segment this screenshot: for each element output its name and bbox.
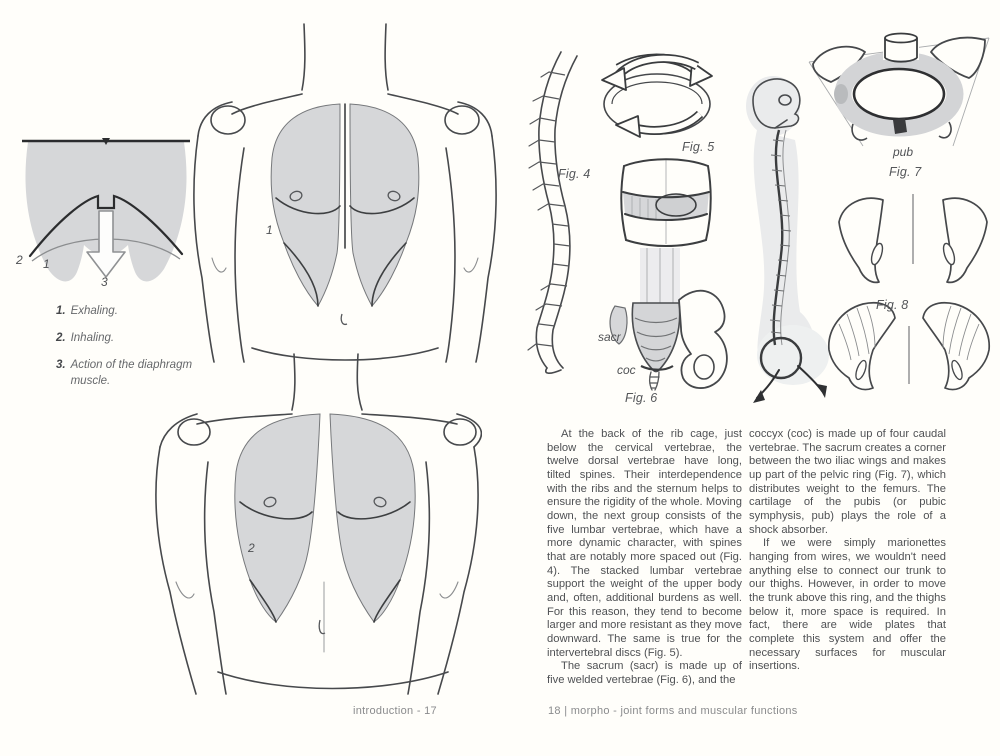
anatomy-label-sacr: sacr: [598, 330, 621, 344]
pelvic-ring-illustration: [803, 32, 995, 154]
fig-label-8: Fig. 8: [876, 298, 909, 312]
caption-number: 3.: [56, 359, 66, 372]
caption-text: Inhaling.: [70, 332, 115, 345]
diagram-number-2: 2: [16, 253, 23, 267]
caption-number: 1.: [56, 305, 66, 317]
article-column-1: [547, 428, 742, 687]
paragraph: At the back of the rib cage, just below the cervical vertebrae, the twelve dorsal vertebrae have long, tilted spines. Their interdependence with the ribs and the sternum helps to ensure the rigidity of the whole. Moving down, the next group consists of the five lumbar vertebrae, which have a more dynamic character, with spines that are notably more spaced out (Fig. 4). The stacked lumbar vertebrae support the weight of the upper body and, often, additional burdens as well. For this reason, they tend to become larger and more resistant as they move downward. The same is true for the intervertebral discs (Fig. 5).: [547, 428, 742, 659]
torso-exhale-number: 1: [266, 223, 273, 237]
paragraph: If we were simply marionettes hanging from wires, we wouldn't need anything else to connect our trunk to our thighs. However, in order to move the trunk above this ring, and the thighs below it, more space is required. In fact, there are wide plates that complete this system and offer the necessary surfaces for muscular insertions.: [749, 537, 946, 673]
diagram-number-1: 1: [43, 257, 50, 271]
torso-inhale-number: 2: [248, 541, 255, 555]
diagram-number-3: 3: [101, 275, 108, 289]
fig-label-4: Fig. 4: [558, 167, 591, 181]
fig-label-7: Fig. 7: [889, 165, 922, 179]
fig-label-6: Fig. 6: [625, 391, 658, 405]
footer-left: introduction - 17: [353, 705, 437, 717]
diaphragm-diagram: [14, 104, 198, 290]
iliac-muscles-illustration: [823, 296, 995, 402]
caption-number: 2.: [56, 332, 66, 345]
paragraph: coccyx (coc) is made up of four caudal vertebrae. The sacrum creates a corner between the two iliac wings and makes up part of the pelvic ring (Fig. 7), which distributes weight to the femurs. The cartilage of the pubis (or pubic symphysis, pub) plays the role of a shock absorber.: [749, 428, 946, 536]
torso-inhale-illustration: [152, 352, 482, 696]
torso-exhale-illustration: [192, 18, 498, 366]
anatomy-label-pub: pub: [893, 145, 914, 159]
paragraph: The sacrum (sacr) is made up of five welded vertebrae (Fig. 6), and the: [547, 660, 742, 686]
rotation-arrows-illustration: [600, 40, 715, 142]
footer-right: 18 | morpho - joint forms and muscular functions: [548, 705, 798, 717]
disc-illustration: [618, 152, 714, 250]
caption-text: Exhaling.: [70, 305, 118, 317]
iliac-plates-illustration: [833, 190, 993, 290]
fig-label-5: Fig. 5: [682, 140, 715, 154]
sacrum-illustration: [585, 248, 735, 398]
article-column-2: [749, 428, 946, 674]
caption-text: Action of the diaphragm muscle.: [70, 359, 193, 388]
right-page: [500, 0, 1000, 756]
anatomy-label-coc: coc: [617, 363, 636, 377]
